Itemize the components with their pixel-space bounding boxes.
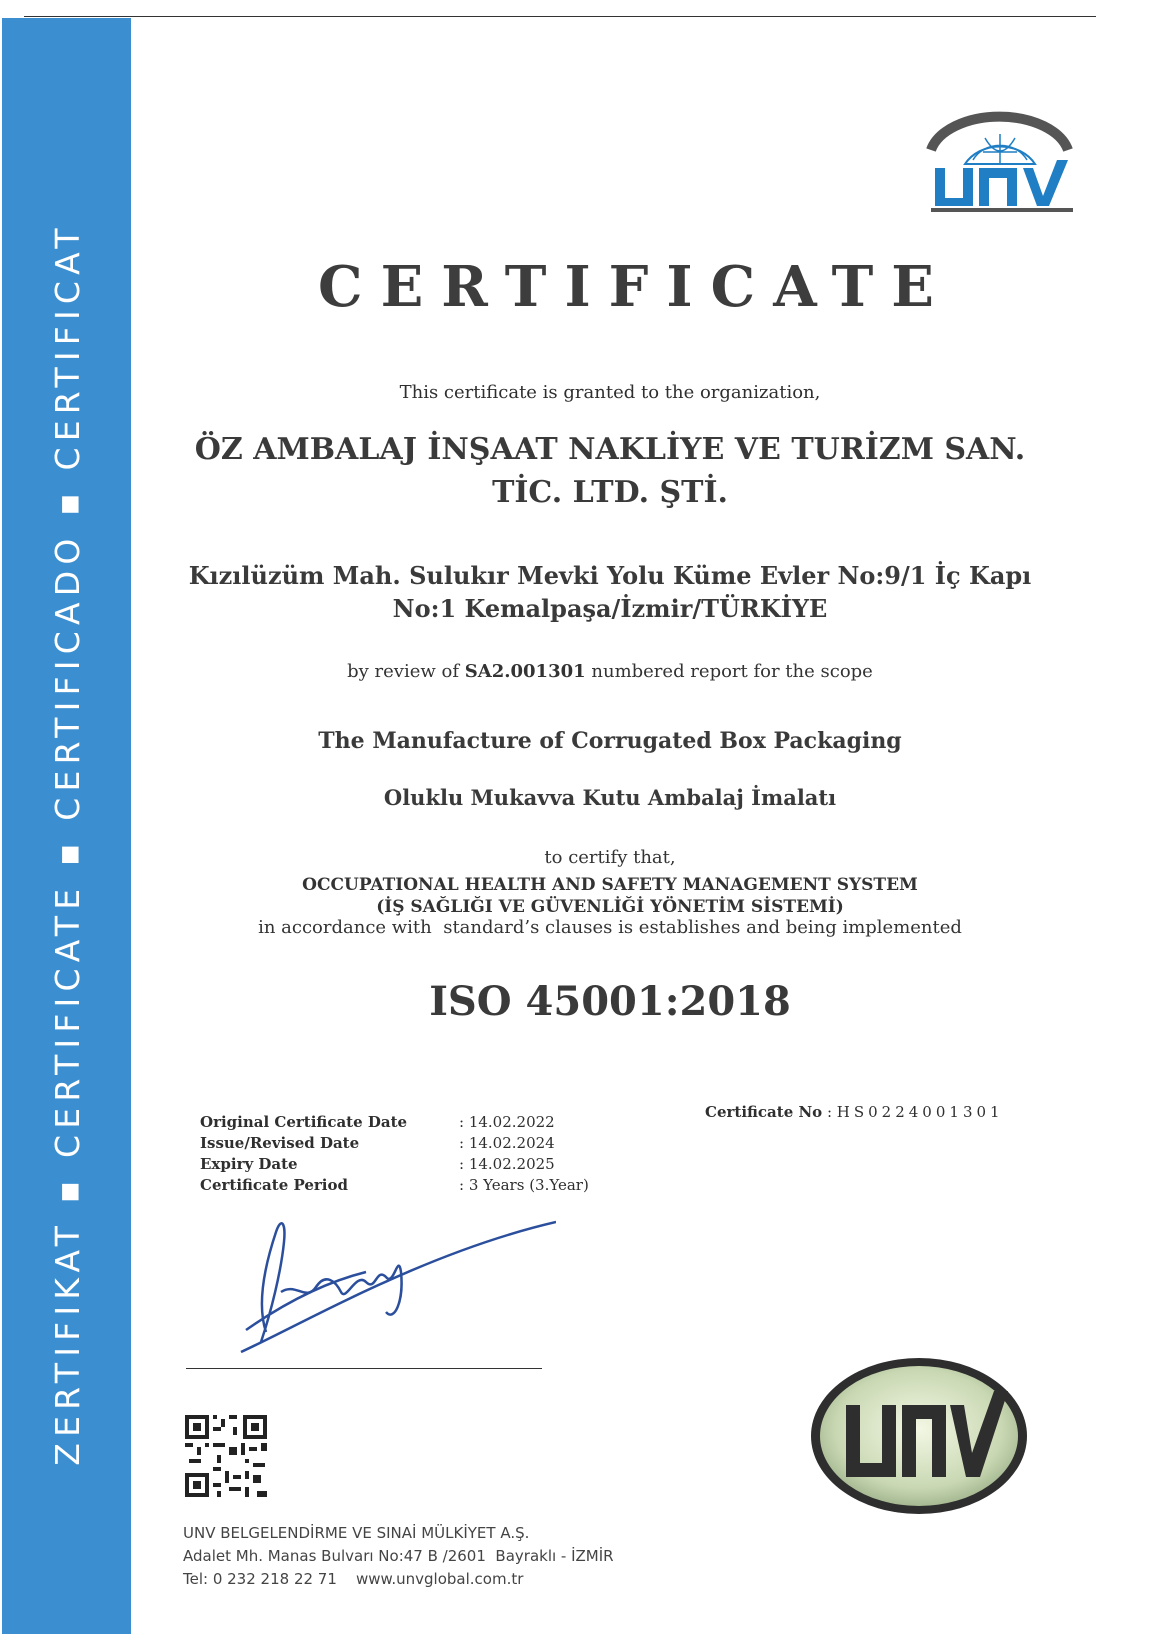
unv-global-logo [925, 108, 1074, 226]
standard-name: ISO 45001:2018 [429, 978, 791, 1025]
certificate-number [705, 1103, 1004, 1121]
certificate-number-label: Certificate No [705, 1103, 823, 1121]
review-suffix: numbered report for the scope [585, 661, 873, 682]
issuer-address: Adalet Mh. Manas Bulvarı No:47 B /2601 Bayraklı - İZMİR [183, 1547, 614, 1565]
date-label: Certificate Period [200, 1176, 348, 1194]
unv-seal [808, 1355, 1030, 1517]
address-line-1: Kızılüzüm Mah. Sulukır Mevki Yolu Küme Evler No:9/1 İç Kapı [188, 561, 1032, 590]
top-rule [24, 16, 1096, 17]
date-value: : 3 Years (3.Year) [459, 1176, 589, 1194]
accordance-text: in accordance with standard’s clauses is establishes and being implemented [258, 917, 962, 938]
side-band [2, 18, 131, 1634]
organization-line-1: ÖZ AMBALAJ İNŞAAT NAKLİYE VE TURİZM SAN. [194, 432, 1026, 467]
organization-address [140, 559, 1080, 625]
review-text [140, 661, 1080, 682]
certificate-title: CERTIFICATE [318, 254, 952, 320]
date-value: : 14.02.2022 [459, 1113, 555, 1131]
issuer-contact: Tel: 0 232 218 22 71 www.unvglobal.com.tr [183, 1570, 524, 1588]
granted-text: This certificate is granted to the organization, [399, 382, 821, 403]
organization-name [140, 428, 1080, 514]
date-value: : 14.02.2025 [459, 1155, 555, 1173]
signature [226, 1212, 556, 1367]
certificate-number-value: HS0224001301 [836, 1103, 1004, 1121]
system-name-tr: (İŞ SAĞLIĞI VE GÜVENLİĞİ YÖNETİM SİSTEMİ) [376, 897, 844, 917]
scope-english: The Manufacture of Corrugated Box Packaging [318, 728, 902, 754]
signature-line [186, 1368, 542, 1369]
scope-turkish: Oluklu Mukavva Kutu Ambalaj İmalatı [383, 785, 837, 810]
report-number: SA2.001301 [464, 661, 586, 682]
management-system [140, 874, 1080, 918]
date-label: Issue/Revised Date [200, 1134, 360, 1152]
certify-intro: to certify that, [544, 847, 676, 868]
date-label: Original Certificate Date [200, 1113, 408, 1131]
issuer-footer [183, 1522, 614, 1591]
review-prefix: by review of [347, 661, 465, 682]
organization-line-2: TİC. LTD. ŞTİ. [492, 475, 728, 510]
certificate-number-separator: : [822, 1103, 837, 1121]
side-band-text: ZERTIFIKAT ▪ CERTIFICATE ▪ CERTIFICADO ▪ CERTIFICAT [48, 222, 87, 1466]
issuer-company: UNV BELGELENDİRME VE SINAİ MÜLKİYET A.Ş. [183, 1524, 530, 1542]
date-label: Expiry Date [200, 1155, 298, 1173]
address-line-2: No:1 Kemalpaşa/İzmir/TÜRKİYE [392, 594, 828, 623]
system-name-en: OCCUPATIONAL HEALTH AND SAFETY MANAGEMENT SYSTEM [302, 875, 918, 895]
date-value: : 14.02.2024 [459, 1134, 555, 1152]
qr-code [183, 1413, 269, 1499]
